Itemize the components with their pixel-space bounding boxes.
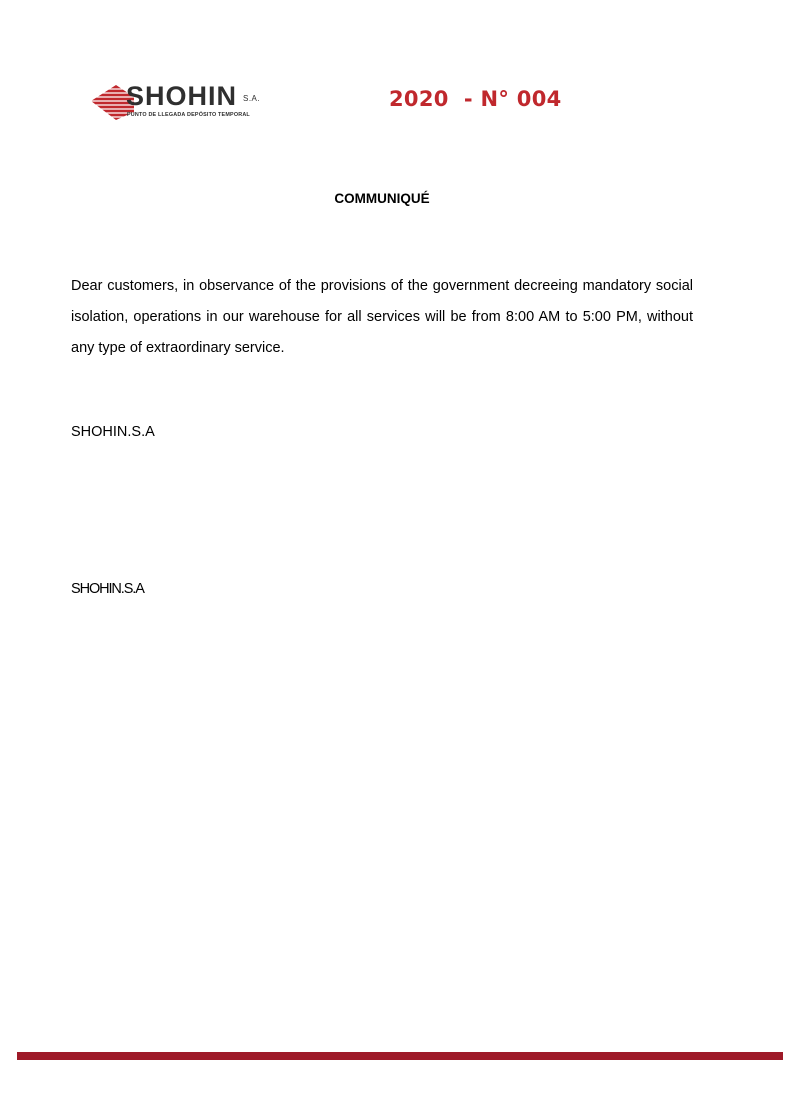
body-paragraph: Dear customers, in observance of the provisions of the government decreeing mandatory social isolation, operations in our warehouse for all services will be from 8:00 AM to 5:00 PM, without any type of extraordinary service. xyxy=(71,278,693,356)
signature-company: SHOHIN.S.A xyxy=(71,424,155,440)
footer-divider-bar xyxy=(17,1052,783,1060)
document-title: COMMUNIQUÉ xyxy=(334,191,430,206)
company-logo xyxy=(86,80,276,124)
logo-wordmark: SHOHIN xyxy=(126,81,238,111)
logo-tagline: PUNTO DE LLEGADA DEPÓSITO TEMPORAL xyxy=(127,112,250,118)
document-number: 2020 - N° 004 xyxy=(389,87,562,111)
logo-suffix: S.A. xyxy=(243,94,261,103)
signature-company-repeat: SHOHIN.S.A xyxy=(71,581,144,597)
